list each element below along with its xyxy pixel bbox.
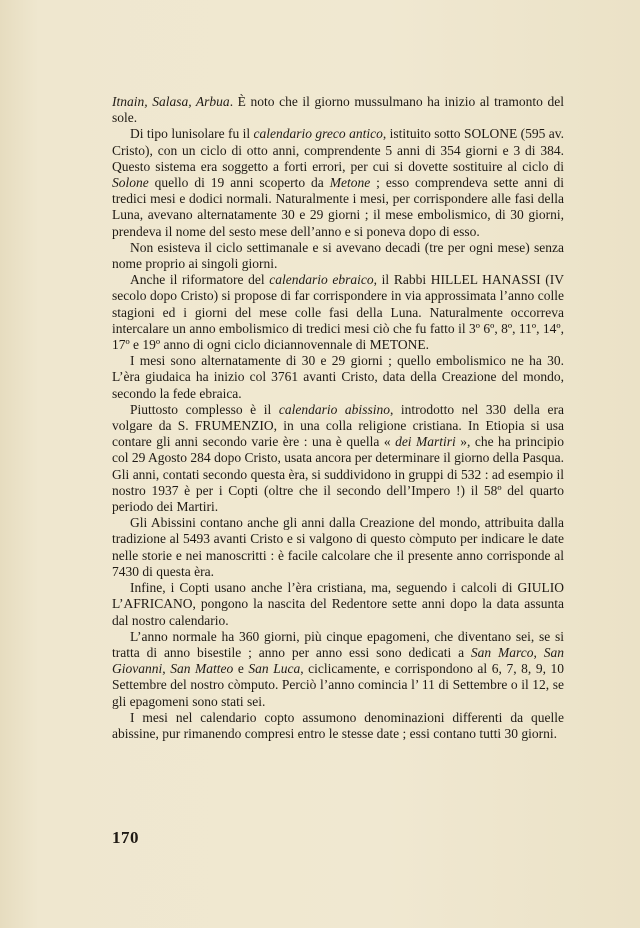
text-run: », che ha principio col 29 Agosto 284 dopo Cristo, usata ancora per determinare il giorno della Pasqua. Gli anni, contati secondo questa èra, si suddividono in gruppi di 532 : ad esempio il nostro 1937 è per i Copti (oltre che il secondo dell’Impero !) il 58º del quarto periodo dei Martiri. (112, 434, 565, 515)
text-run: , ciclicamente, e corrispondono al 6, 7, 8, 9, 10 Settembre del nostro còmputo. Perciò l’anno comincia l’ 11 di Settembre o il 12, se gli epagomeni sono stati sei. (112, 661, 565, 709)
italic-text: calendario greco antico (253, 126, 383, 142)
text-run: Anche il riformatore del (130, 272, 270, 288)
text-run: ; esso comprendeva sette anni di tredici mesi e dodici normali. Naturalmente i mesi, per corrispondere alle fasi della Luna, avevano alternatamente 30 e 29 giorni ; il mese embolismico, di 30 giorni, prendeva il nome del sesto mese dell’anno e si poneva dopo di esso. (112, 175, 564, 239)
paragraph (112, 710, 564, 742)
text-run: Gli Abissini contano anche gli anni dalla Creazione del mondo, attribuita dalla tradizione al 5493 avanti Cristo e si valgono di questo còmputo per indicare le date nelle storie e nei manoscritti : è facile calcolare che il presente anno corrisponde al 7430 di questa èra. (112, 515, 564, 579)
italic-text: San Luca (248, 661, 301, 677)
text-run: . È noto che il giorno mussulmano ha inizio al tramonto del sole. (112, 94, 564, 126)
text-run: Non esisteva il ciclo settimanale e si avevano decadi (tre per ogni mese) senza nome proprio ai singoli giorni. (112, 239, 564, 272)
italic-text: Solone (112, 175, 149, 191)
text-run: e (233, 661, 249, 677)
italic-text: calendario ebraico (269, 272, 374, 288)
paragraph (112, 515, 564, 580)
paragraph (112, 272, 564, 353)
text-run: , (533, 644, 544, 660)
page-number: 170 (112, 828, 139, 847)
paragraph (112, 402, 564, 515)
paragraph (112, 94, 564, 126)
text-run: Infine, i Copti usano anche l’èra cristiana, ma, seguendo i calcoli di GIULIO L’AFRICANO, pongono la nascita del Redentore sette anni dopo la data assunta dal nostro calendario. (112, 580, 564, 628)
italic-text: Metone (329, 175, 371, 191)
text-run: quello di 19 anni scoperto da (148, 175, 330, 191)
italic-text: San Matteo (170, 661, 234, 677)
paragraph (112, 580, 564, 629)
text-run: , il Rabbi HILLEL HANASSI (IV secolo dopo Cristo) si propose di far corrispondere in via approssimata l’anno colle stagioni ed i giorni del mese colle fasi della Luna. Naturalmente occorreva intercalare un anno embolismico di tredici mesi ciò che fu fatto il 3º 6º, 8º, 11º, 14º, 17º e 19º anno di ogni ciclo diciannovennale di METONE. (112, 272, 564, 353)
paragraph (112, 353, 564, 402)
text-run: Di tipo lunisolare fu il (130, 126, 254, 142)
text-run: , (162, 661, 171, 677)
italic-text: dei Martiri (395, 434, 456, 450)
paragraph (112, 629, 564, 710)
text-run: L’anno normale ha 360 giorni, più cinque epagomeni, che diventano sei, se si tratta di anno bisestile ; anno per anno essi sono dedicati a (112, 628, 564, 660)
text-run: , istituito sotto SOLONE (595 av. Cristo), con un ciclo di otto anni, comprendente 5 anni di 354 giorni e 3 di 384. Questo sistema era soggetto a forti errori, per cui si dovette sostituire al ciclo di (112, 126, 564, 174)
text-run: , introdotto nel 330 della era volgare da S. FRUMENZIO, in una colla religione cristiana. In Etiopia si usa contare gli anni secondo varie ère : una è quella « (112, 401, 564, 450)
italic-text: Itnain, Salasa, Arbua (112, 94, 230, 109)
text-run: I mesi nel calendario copto assumono denominazioni differenti da quelle abissine, pur rimanendo compresi entro le stesse date ; essi contano tutti 30 giorni. (112, 709, 564, 741)
paragraph (112, 240, 564, 272)
body-text (112, 94, 564, 742)
italic-text: calendario abissino (278, 401, 390, 417)
italic-text: San Marco (470, 644, 534, 660)
text-run: Piuttosto complesso è il (130, 401, 279, 417)
text-run: I mesi sono alternatamente di 30 e 29 giorni ; quello embolismico ne ha 30. L’èra giudaica ha inizio col 3761 avanti Cristo, data della Creazione del mondo, secondo la fede ebraica. (112, 353, 564, 401)
paragraph (112, 126, 564, 239)
italic-text: San Giovanni (112, 644, 565, 677)
